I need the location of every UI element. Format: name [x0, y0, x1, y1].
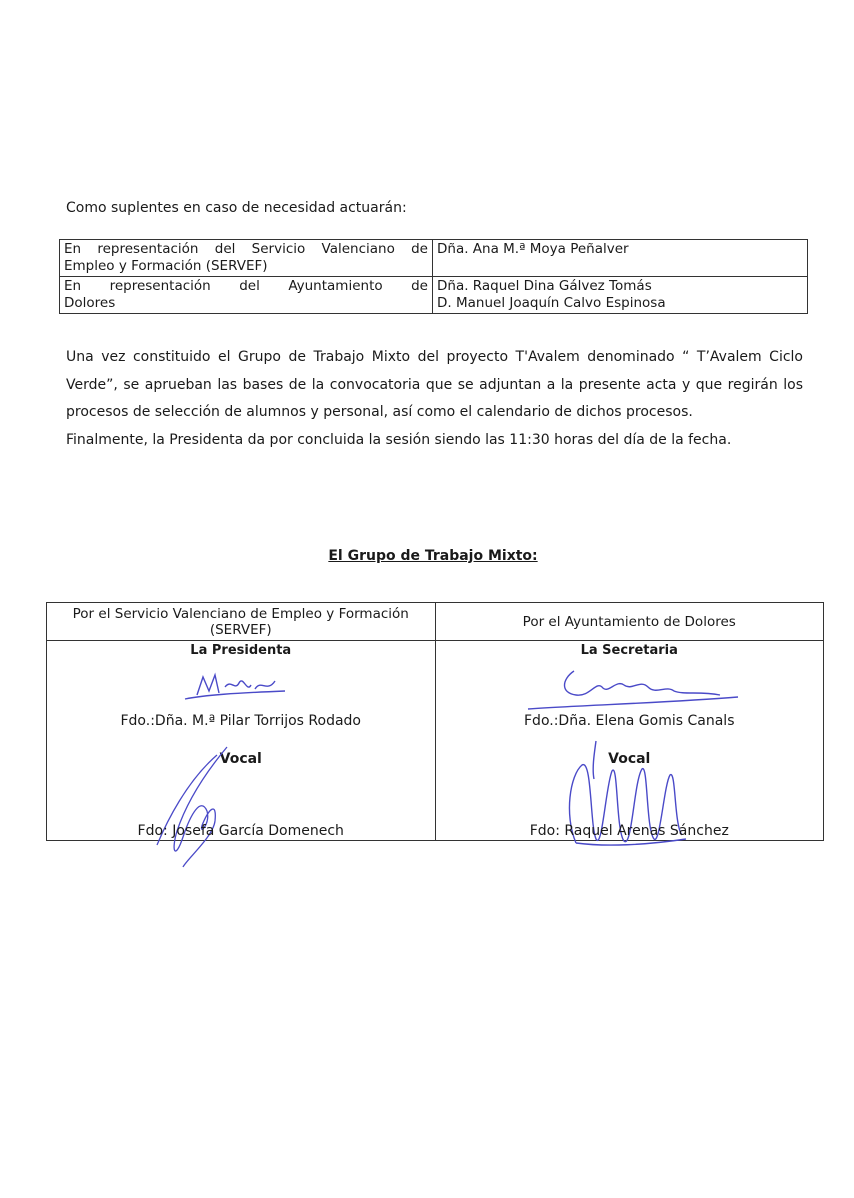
body-text: [66, 344, 803, 454]
member-cell: [433, 277, 808, 314]
signature-vocal-left: [147, 741, 237, 871]
signer-name: Fdo.:Dña. M.ª Pilar Torrijos Rodado: [120, 713, 361, 729]
role-label: La Secretaria: [580, 643, 678, 658]
entity-line: En representación del Ayuntamiento de: [64, 278, 428, 294]
table-row: [47, 603, 824, 641]
entity-line: Empleo y Formación (SERVEF): [64, 258, 268, 274]
left-header: Por el Servicio Valenciano de Empleo y Formación (SERVEF): [47, 603, 436, 641]
signature-presidenta: [175, 665, 295, 707]
role-label: Vocal: [219, 751, 262, 767]
member-cell: [433, 240, 808, 277]
signer-name: Fdo.:Dña. Elena Gomis Canals: [524, 713, 735, 729]
table-row: [47, 641, 824, 841]
role-label: La Presidenta: [190, 643, 292, 658]
member-name: Dña. Raquel Dina Gálvez Tomás: [437, 278, 652, 294]
role-label: Vocal: [608, 751, 651, 767]
group-heading: El Grupo de Trabajo Mixto:: [328, 548, 538, 564]
paragraph: Una vez constituido el Grupo de Trabajo Mixto del proyecto T'Avalem denominado “ T’Avalem Ciclo Verde”, se aprueban las bases de la convocatoria que se adjuntan a la presente acta y que regirán los procesos de selección de alumnos y personal, así como el calendario de dichos procesos.: [66, 349, 803, 420]
right-signature-cell: [435, 641, 824, 841]
entity-line: Dolores: [64, 295, 116, 311]
entity-cell: [60, 277, 433, 314]
entity-line: En representación del Servicio Valenciano de: [64, 241, 428, 257]
member-name: D. Manuel Joaquín Calvo Espinosa: [437, 295, 666, 311]
signer-name: Fdo: Josefa García Domenech: [137, 823, 344, 839]
signature-secretaria: [524, 661, 744, 717]
table-row: [60, 277, 808, 314]
signature-table: [46, 602, 824, 841]
substitutes-intro: Como suplentes en caso de necesidad actuarán:: [66, 200, 407, 216]
right-header: Por el Ayuntamiento de Dolores: [435, 603, 824, 641]
paragraph: Finalmente, la Presidenta da por concluida la sesión siendo las 11:30 horas del día de la fecha.: [66, 431, 732, 448]
table-row: [60, 240, 808, 277]
substitutes-table: [59, 239, 808, 314]
left-signature-cell: [47, 641, 436, 841]
member-name: Dña. Ana M.ª Moya Peñalver: [437, 241, 629, 257]
signer-name: Fdo: Raquel Arenas Sánchez: [529, 823, 729, 839]
entity-cell: [60, 240, 433, 277]
